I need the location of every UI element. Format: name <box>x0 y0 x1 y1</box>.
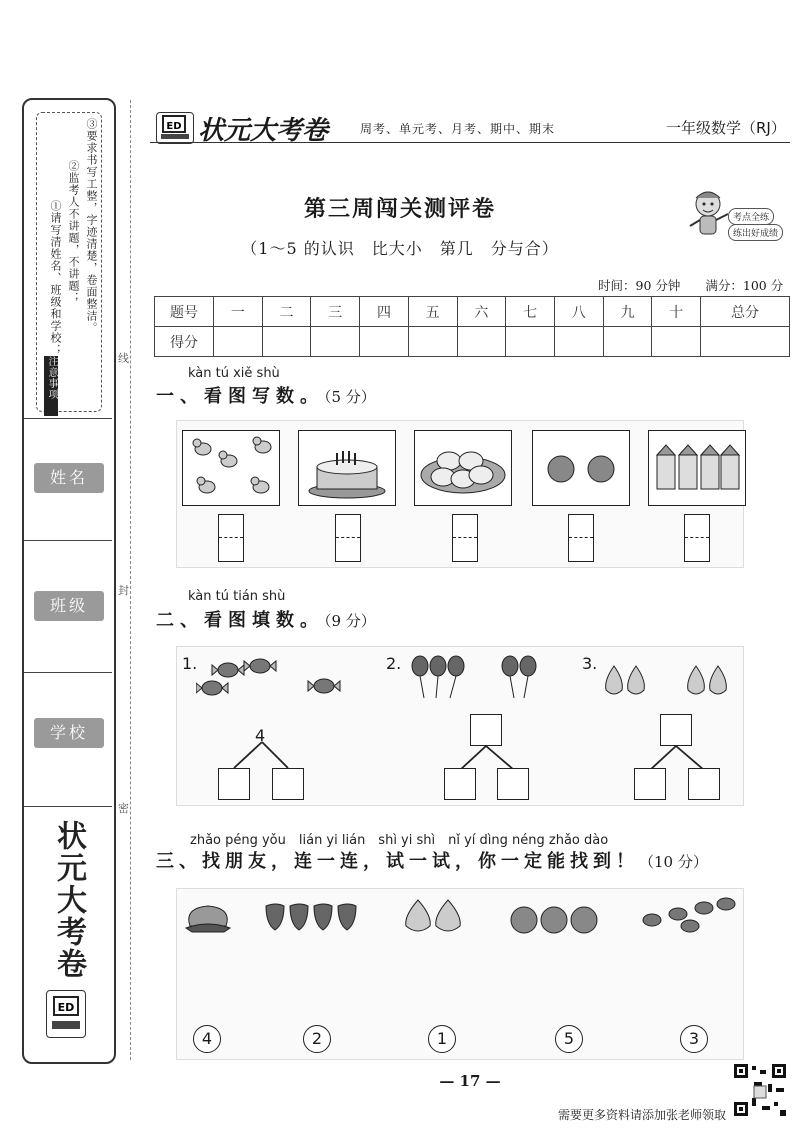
note-3: ③要求书写工整，字迹清楚，卷面整洁。 <box>85 118 98 334</box>
sidebar-divider <box>24 806 112 807</box>
peach-icon <box>180 896 236 936</box>
score-table-header-row <box>155 297 790 327</box>
strawberry-icon <box>262 898 368 934</box>
pear-icon <box>600 656 750 702</box>
table-header-cell: 六 <box>457 297 506 327</box>
score-cell[interactable] <box>311 327 360 357</box>
score-cell[interactable] <box>360 327 409 357</box>
picture-milk-cartons <box>648 430 746 506</box>
section-1-pinyin: kàn tú xiě shù <box>188 366 280 381</box>
publisher-logo-icon <box>48 991 84 1035</box>
exam-types: 周考、单元考、月考、期中、期末 <box>360 122 556 136</box>
number-circle[interactable]: 5 <box>555 1025 583 1053</box>
publisher-logo-icon <box>158 113 192 141</box>
candy-icon <box>196 656 346 700</box>
table-header-cell: 四 <box>360 297 409 327</box>
cut-label-line: 线 <box>118 352 129 365</box>
grade-subject: 一年级数学（RJ） <box>666 119 786 137</box>
section-3-title-text: 三、找朋友，连一连，试一试，你一定能找到！ <box>156 851 639 872</box>
score-cell[interactable] <box>457 327 506 357</box>
pear-icon <box>398 892 472 936</box>
orange-icon <box>533 431 629 505</box>
score-cell[interactable] <box>554 327 603 357</box>
name-field-label: 姓名 <box>34 463 104 493</box>
section-3-title <box>156 847 708 873</box>
group-3-label: 3. <box>582 654 598 673</box>
picture-ducks <box>182 430 280 506</box>
section-3-pinyin: zhǎo péng yǒu lián yi lián shì yi shì nǐ yí dìng néng zhǎo dào <box>190 833 609 848</box>
answer-box[interactable] <box>684 514 710 562</box>
page-number: — 17 — <box>439 1072 501 1090</box>
answer-box[interactable] <box>335 514 361 562</box>
brand-title: 状元大考卷 <box>198 116 329 146</box>
section-3-score: （10 分） <box>639 853 708 871</box>
score-table <box>154 296 790 357</box>
table-header-cell: 八 <box>554 297 603 327</box>
score-cell[interactable] <box>603 327 652 357</box>
publisher-logo <box>156 112 194 144</box>
sidebar-divider <box>24 672 112 673</box>
note-1: ①请写清姓名、班级和学校； <box>49 200 62 356</box>
notes-label: 注意事项 <box>44 356 58 416</box>
answer-box[interactable] <box>272 768 304 800</box>
section-2-pinyin: kàn tú tián shù <box>188 589 286 604</box>
score-cell[interactable] <box>408 327 457 357</box>
answer-box[interactable] <box>218 514 244 562</box>
milk-carton-icon <box>649 431 745 505</box>
candy-icon <box>632 892 742 936</box>
footer-note: 需要更多资料请添加张老师领取 <box>558 1108 727 1122</box>
total-score-cell[interactable] <box>701 327 790 357</box>
answer-box[interactable] <box>634 768 666 800</box>
apple-icon <box>508 900 604 936</box>
answer-box[interactable] <box>452 514 478 562</box>
svg-text:ED: ED <box>57 1001 75 1014</box>
qr-code-icon[interactable] <box>732 1062 788 1118</box>
table-header-cell: 三 <box>311 297 360 327</box>
table-header-cell: 总分 <box>701 297 790 327</box>
answer-box[interactable] <box>688 768 720 800</box>
section-1-score: （5 分） <box>324 388 376 406</box>
number-circle[interactable]: 3 <box>680 1025 708 1053</box>
duck-icon <box>183 431 279 505</box>
answer-box[interactable] <box>568 514 594 562</box>
picture-cake <box>298 430 396 506</box>
egg-icon <box>415 431 511 505</box>
answer-box[interactable] <box>497 768 529 800</box>
page-title: 第三周闯关测评卷 <box>303 196 496 222</box>
answer-box[interactable] <box>444 768 476 800</box>
group-1-top-number: 4 <box>255 726 266 745</box>
score-cell[interactable] <box>214 327 263 357</box>
number-circle[interactable]: 4 <box>193 1025 221 1053</box>
sidebar-divider <box>24 540 112 541</box>
section-2-score: （9 分） <box>324 612 376 630</box>
table-header-cell: 题号 <box>155 297 214 327</box>
class-field-label: 班级 <box>34 591 104 621</box>
cut-label-seal: 封 <box>118 584 129 597</box>
score-cell[interactable] <box>262 327 311 357</box>
picture-oranges <box>532 430 630 506</box>
section-2-title <box>156 606 376 632</box>
score-table-score-row <box>155 327 790 357</box>
table-header-cell: 十 <box>652 297 701 327</box>
cake-icon <box>299 431 395 505</box>
table-header-cell: 一 <box>214 297 263 327</box>
picture-eggs <box>414 430 512 506</box>
mascot-slogan-2: 练出好成绩 <box>728 224 783 241</box>
answer-box[interactable] <box>660 714 692 746</box>
number-circle[interactable]: 2 <box>303 1025 331 1053</box>
table-header-cell: 二 <box>262 297 311 327</box>
score-row-label: 得分 <box>155 327 214 357</box>
table-header-cell: 七 <box>506 297 555 327</box>
school-field-label: 学校 <box>34 718 104 748</box>
page-subtitle: （1～5 的认识 比大小 第几 分与合） <box>241 239 559 258</box>
svg-text:ED: ED <box>166 121 182 132</box>
time-and-score: 时间：90 分钟 满分：100 分 <box>598 278 784 293</box>
score-cell[interactable] <box>652 327 701 357</box>
note-2: ②监考人不讲题，不讲题； <box>67 160 80 304</box>
header-rule <box>150 142 790 143</box>
publisher-logo-small <box>46 990 86 1038</box>
section-1-title-text: 一、看图写数。 <box>156 386 324 407</box>
sidebar-divider <box>24 418 112 419</box>
group-1-label: 1. <box>182 654 198 673</box>
balloon-icon <box>406 654 556 704</box>
answer-box[interactable] <box>470 714 502 746</box>
table-header-cell: 九 <box>603 297 652 327</box>
table-header-cell: 五 <box>408 297 457 327</box>
score-cell[interactable] <box>506 327 555 357</box>
section-2-title-text: 二、看图填数。 <box>156 610 324 631</box>
answer-box[interactable] <box>218 768 250 800</box>
group-2-label: 2. <box>386 654 402 673</box>
number-circle[interactable]: 1 <box>428 1025 456 1053</box>
section-1-title <box>156 382 376 408</box>
cut-label-secret: 密 <box>118 802 129 815</box>
mascot-slogan-1: 考点全练 <box>728 208 774 225</box>
sidebar-brand: 状元大考卷 <box>51 820 86 980</box>
